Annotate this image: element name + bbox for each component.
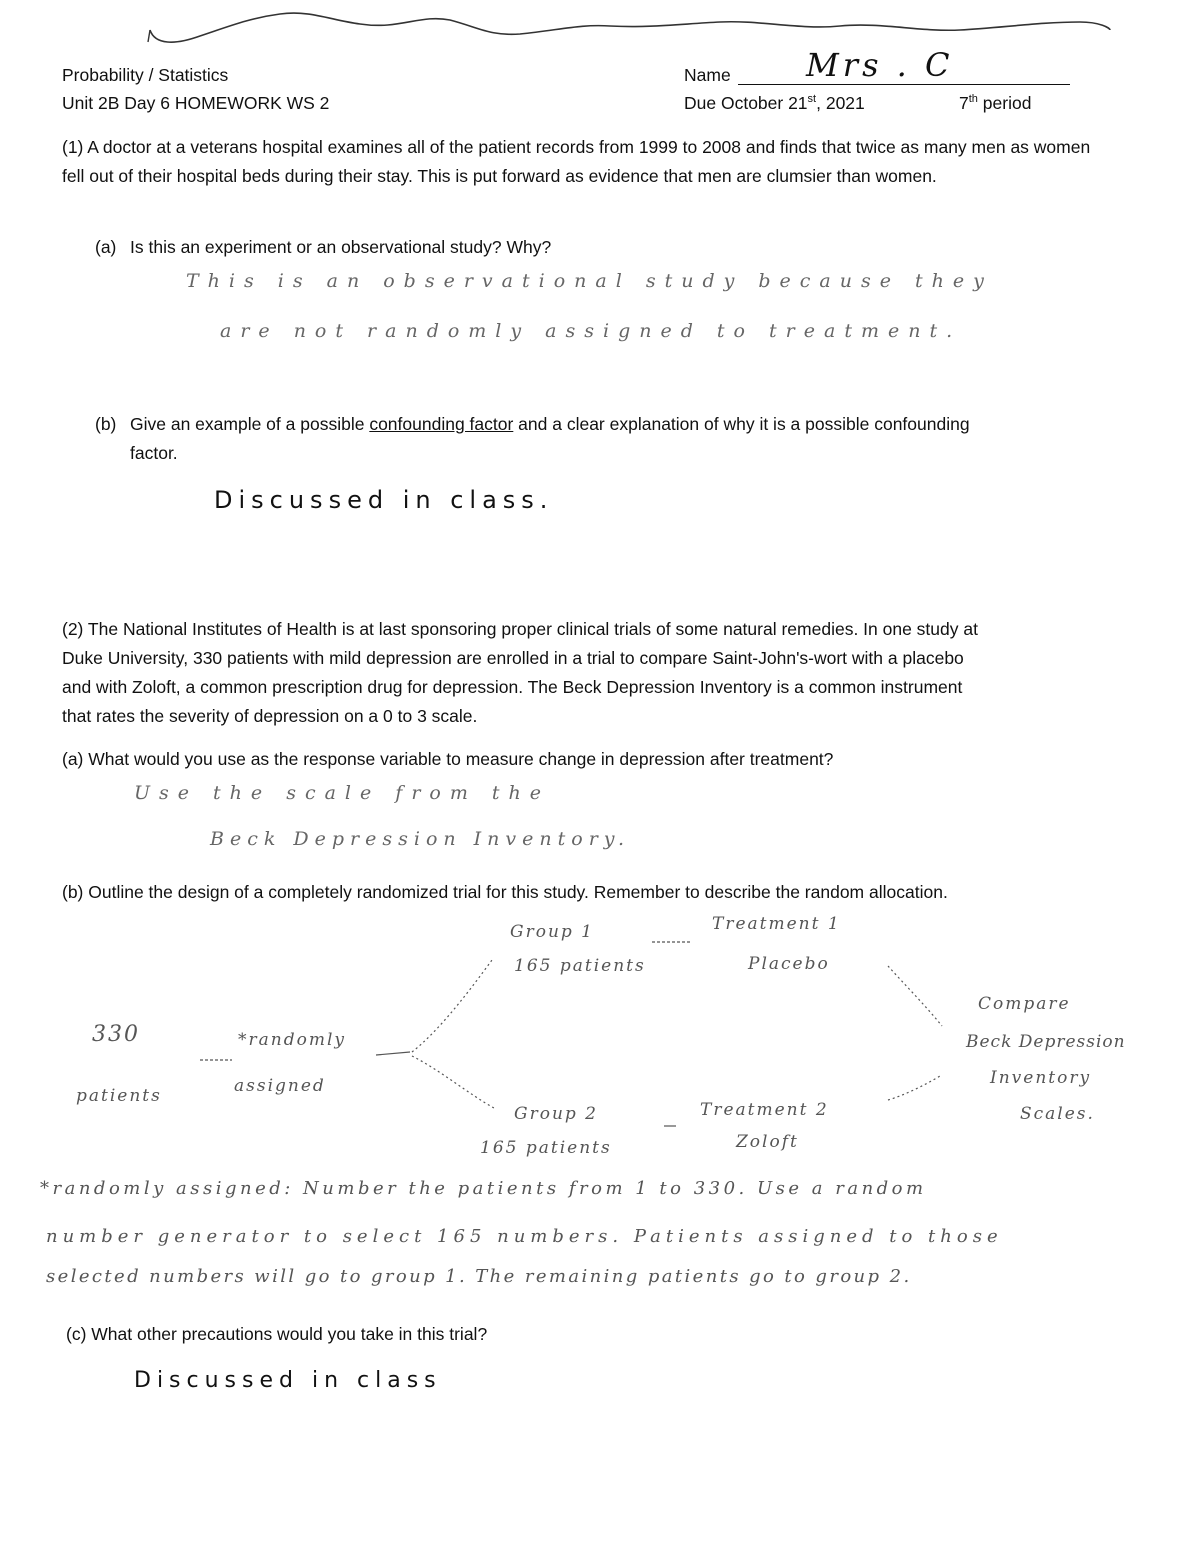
q2-prompt-line3: and with Zoloft, a common prescription drug for depression. The Beck Depression Inventory is a common instrument <box>62 677 963 697</box>
period-post: period <box>977 93 1032 113</box>
course-title: Probability / Statistics <box>62 65 229 85</box>
q1b-question-cont: factor. <box>130 443 178 463</box>
diagram-treatment1-line2: Placebo <box>748 954 830 974</box>
q1a-label: (a) <box>95 237 117 257</box>
diagram-group1-line2: 165 patients <box>514 956 646 976</box>
diagram-treatment2-line2: Zoloft <box>736 1132 799 1152</box>
diagram-treatment1-line1: Treatment 1 <box>712 914 841 934</box>
unit-title: Unit 2B Day 6 HOMEWORK WS 2 <box>62 93 330 113</box>
q1b-question-underlined: confounding factor <box>369 414 514 434</box>
q1a-answer-line1: This is an observational study because they <box>186 270 993 292</box>
due-date-post: , 2021 <box>816 93 865 113</box>
q2b-question: (b) Outline the design of a completely randomized trial for this study. Remember to describe the random allocation. <box>62 882 948 902</box>
q1a-question: Is this an experiment or an observational study? Why? <box>130 237 552 257</box>
diagram-end-line2: Beck Depression <box>966 1032 1126 1052</box>
q1b-label: (b) <box>95 414 117 434</box>
q1b-question-pre: Give an example of a possible <box>130 414 370 434</box>
diagram-start-line2: patients <box>76 1086 162 1106</box>
q1b-question-post: and a clear explanation of why it is a possible confounding <box>513 414 970 434</box>
diagram-start-line1: 330 <box>92 1022 140 1047</box>
due-date-pre: Due October 21 <box>684 93 808 113</box>
q2-prompt-line2: Duke University, 330 patients with mild depression are enrolled in a trial to compare Saint-John's-wort with a placebo <box>62 648 964 668</box>
period-sup: th <box>968 93 978 106</box>
diagram-mid-line1: *randomly <box>238 1030 346 1050</box>
q2a-answer-line2: Beck Depression Inventory. <box>210 828 631 850</box>
q2-prompt-line1: (2) The National Institutes of Health is at last sponsoring proper clinical trials of some natural remedies. In one study at <box>62 619 978 639</box>
diagram-mid-line2: assigned <box>234 1076 326 1096</box>
diagram-group1-line1: Group 1 <box>510 922 594 942</box>
random-allocation-note-line3: selected numbers will go to group 1. The remaining patients go to group 2. <box>46 1266 912 1287</box>
random-allocation-note-line1: *randomly assigned: Number the patients from 1 to 330. Use a random <box>40 1178 927 1199</box>
due-date-sup: st <box>807 93 817 106</box>
q1-prompt: (1) A doctor at a veterans hospital examines all of the patient records from 1999 to 2008 and finds that twice as many men as women fell out of their hospital beds during their stay. This is put forward as evidence that men are clumsier than women. <box>62 137 1091 186</box>
q2a-answer-line1: Use the scale from the <box>134 782 551 804</box>
q2-prompt-line4: that rates the severity of depression on a 0 to 3 scale. <box>62 706 478 726</box>
q2c-answer: Discussed in class <box>134 1368 442 1393</box>
diagram-treatment2-line1: Treatment 2 <box>700 1100 829 1120</box>
random-allocation-note-line2: number generator to select 165 numbers. Patients assigned to those <box>46 1226 1003 1247</box>
q1a-answer-line2: are not randomly assigned to treatment. <box>220 320 962 342</box>
diagram-end-line3: Inventory <box>990 1068 1092 1088</box>
diagram-group2-line1: Group 2 <box>514 1104 598 1124</box>
q2c-question: (c) What other precautions would you take in this trial? <box>66 1324 488 1344</box>
diagram-group2-line2: 165 patients <box>480 1138 612 1158</box>
name-label: Name <box>684 65 731 85</box>
diagram-end-line4: Scales. <box>1020 1104 1095 1124</box>
q1b-answer: Discussed in class. <box>214 486 554 514</box>
diagram-end-line1: Compare <box>978 994 1071 1014</box>
name-value: Mrs . C <box>806 46 954 84</box>
q2a-question: (a) What would you use as the response variable to measure change in depression after treatment? <box>62 749 834 769</box>
period-pre: 7 <box>959 93 969 113</box>
